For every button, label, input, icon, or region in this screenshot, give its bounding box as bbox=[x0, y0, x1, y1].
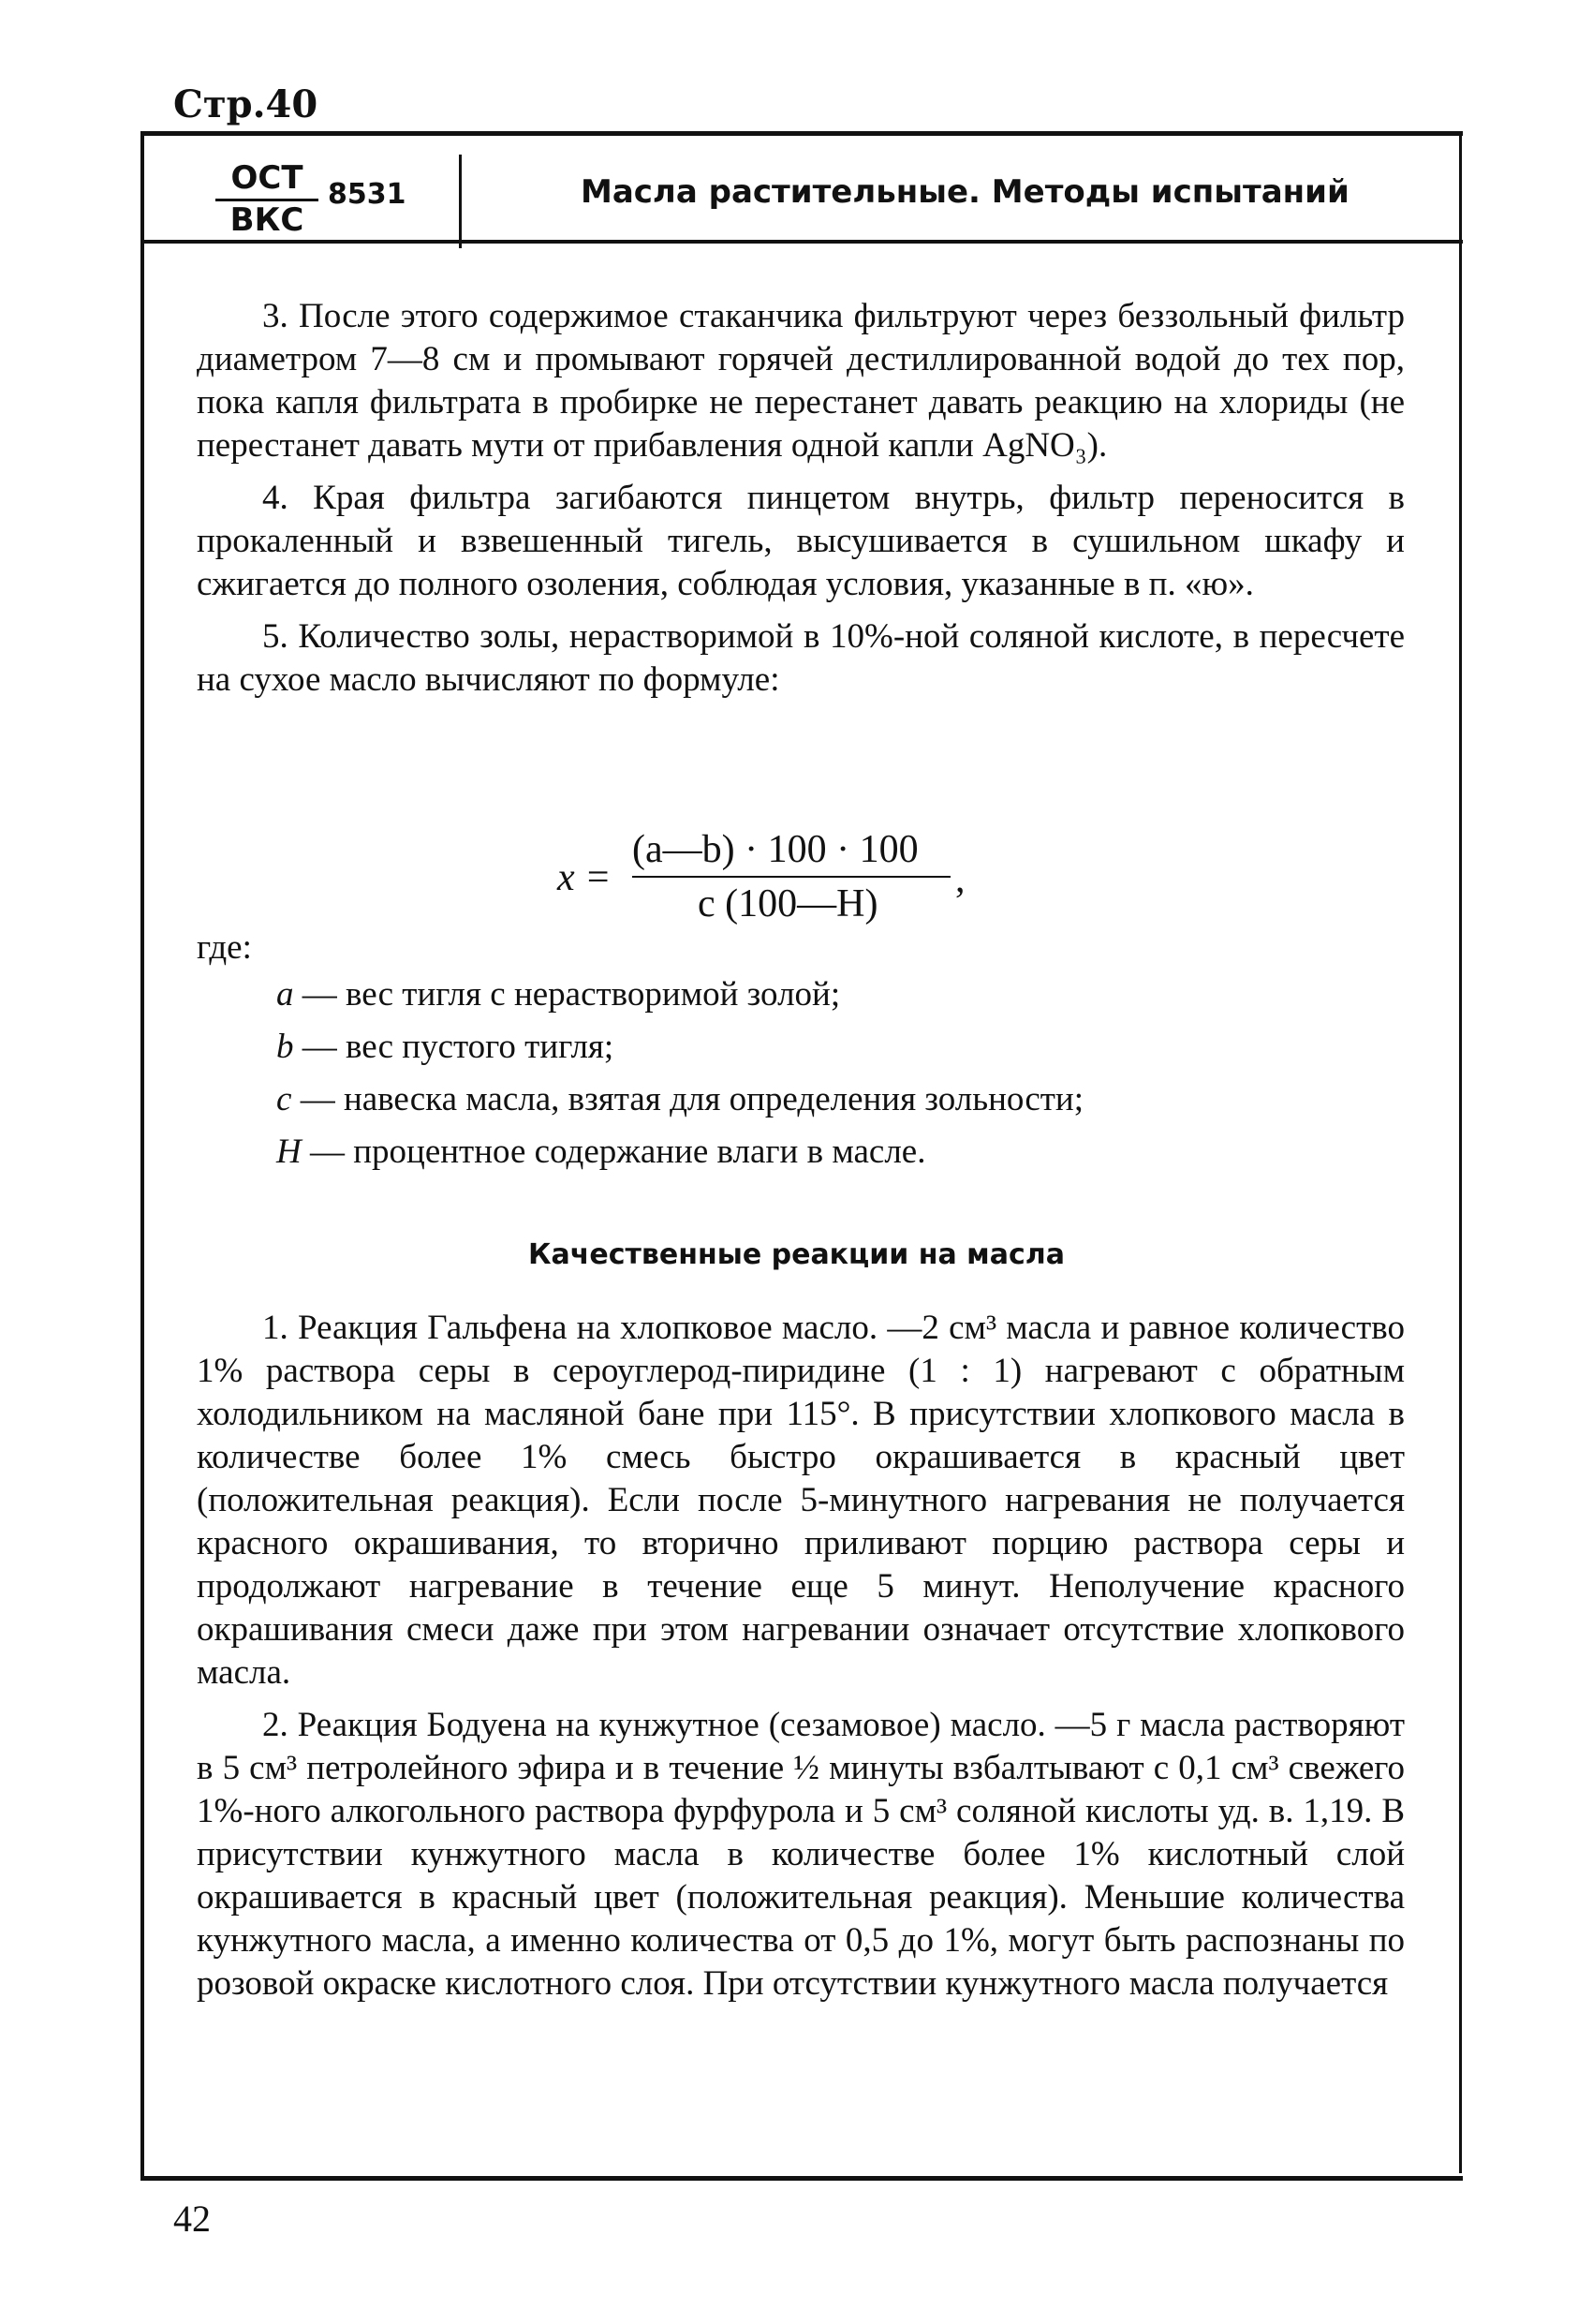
definition-c: c — навеска масла, взятая для определения зольности; bbox=[276, 1080, 1084, 1118]
section-title: Качественные реакции на масла bbox=[528, 1238, 1065, 1271]
definition-b: b — вес пустого тигля; bbox=[276, 1028, 614, 1066]
header-bottom-rule bbox=[140, 240, 1463, 244]
standard-number: 8531 bbox=[328, 178, 406, 211]
formula-denominator: c (100—H) bbox=[698, 882, 878, 925]
where-label: где: bbox=[197, 928, 252, 967]
reaction-paragraph-1: 1. Реакция Гальфена на хлопковое масло. —2 см³ масла и равное количество 1% раствора серы в сероуглерод-пиридине (1 : 1) нагревают с обратным холодильником на масляной бане при 115°. В присутствии хлопкового масла в количестве более 1% смесь быстро окрашивается в красный цвет (положительная реакция). Если после 5-минутного нагревания не получается красного окрашивания, то вторично приливают порцию раствора серы и продолжают нагревание в течение еще 5 минут. Неполучение красного окрашивания смеси даже при этом нагревании означает отсутствие хлопкового масла. bbox=[197, 1309, 1405, 1692]
formula-tail: , bbox=[955, 858, 966, 901]
frame-right-rule bbox=[1459, 136, 1462, 2173]
page-number: 42 bbox=[173, 2198, 211, 2240]
paragraph-5: 5. Количество золы, нерастворимой в 10%-ной соляной кислоте, в пересчете на сухое масло вычисляют по формуле: bbox=[197, 617, 1405, 699]
formula-numerator: (a—b) · 100 · 100 bbox=[632, 828, 919, 871]
frame-left-rule bbox=[140, 131, 144, 2178]
standard-code-bottom: ВКС bbox=[229, 201, 304, 239]
definition-h: H — процентное содержание влаги в масле. bbox=[276, 1132, 926, 1171]
section1-text bbox=[197, 295, 1405, 711]
formula-fraction-bar bbox=[632, 876, 951, 878]
page-label: Стр.40 bbox=[173, 82, 318, 126]
section2-text bbox=[197, 1307, 1405, 2015]
definition-a: a — вес тигля с нерастворимой золой; bbox=[276, 975, 841, 1014]
header-divider bbox=[459, 155, 462, 248]
frame-bottom-rule bbox=[140, 2176, 1463, 2181]
paragraph-3: 3. После этого содержимое стаканчика фильтруют через беззольный фильтр диаметром 7—8 см и промывают горячей дестиллированной водой до тех пор, пока капля фильтрата в пробирке не перестанет давать реакцию на хлориды (не перестанет давать мути от прибавления одной капли AgNO₃). bbox=[197, 297, 1405, 465]
reaction-paragraph-2: 2. Реакция Бодуена на кунжутное (сезамовое) масло. —5 г масла растворяют в 5 см³ петролейного эфира и в течение ½ минуты взбалтывают с 0,1 см³ свежего 1%-ного алкогольного раствора фурфурола и 5 см³ соляной кислоты уд. в. 1,19. В присутствии кунжутного масла в количестве более 1% кислотный слой окрашивается в красный цвет (положительная реакция). Меньшие количества кунжутного масла, а именно количества от 0,5 до 1%, могут быть распознаны по розовой окраске кислотного слоя. При отсутствии кунжутного масла получается bbox=[197, 1706, 1405, 2003]
paragraph-4: 4. Края фильтра загибаются пинцетом внутрь, фильтр переносится в прокаленный и взвешенный тигель, высушивается в сушильном шкафу и сжигается до полного озоления, соблюдая условия, указанные в п. «ю». bbox=[197, 479, 1405, 603]
formula-lhs: x = bbox=[557, 856, 612, 899]
frame-top-rule bbox=[140, 131, 1463, 136]
document-title: Масла растительные. Методы испытаний bbox=[581, 173, 1350, 211]
formula bbox=[557, 820, 1025, 932]
standard-code-top: ОСТ bbox=[215, 159, 318, 201]
